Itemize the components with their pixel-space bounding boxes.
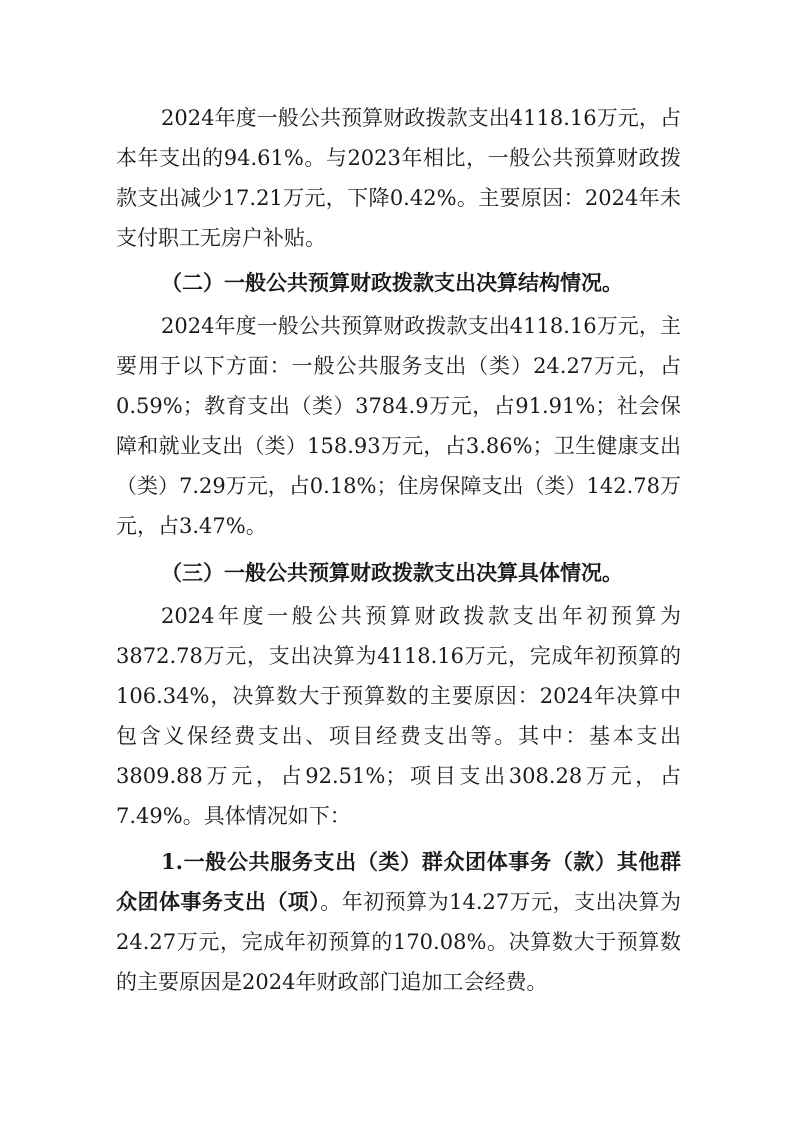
paragraph-expenditure-summary: 2024年度一般公共预算财政拨款支出4118.16万元，占本年支出的94.61%。与2023年相比，一般公共预算财政拨款支出减少17.21万元，下降0.42%。主要原因：2024年未支付职工无房户补贴。 bbox=[116, 106, 681, 250]
section-heading-details: （三）一般公共预算财政拨款支出决算具体情况。 bbox=[161, 560, 623, 585]
section-heading-structure: （二）一般公共预算财政拨款支出决算结构情况。 bbox=[161, 270, 623, 295]
item-body: 。年初预算为14.27万元，支出决算为24.27万元，完成年初预算的170.08%。决算数大于预算数的主要原因是2024年财政部门追加工会经费。 bbox=[116, 890, 682, 994]
paragraph-expenditure-details: 2024年度一般公共预算财政拨款支出年初预算为3872.78万元，支出决算为4118.16万元，完成年初预算的106.34%，决算数大于预算数的主要原因：2024年决算中包含义保经费支出、项目经费支出等。其中：基本支出3809.88万元，占92.51%；项目支出308.28万元，占7.49%。具体情况如下： bbox=[116, 604, 681, 828]
paragraph-general-public-services bbox=[116, 842, 681, 1002]
paragraph-expenditure-structure: 2024年度一般公共预算财政拨款支出4118.16万元，主要用于以下方面：一般公共服务支出（类）24.27万元，占0.59%；教育支出（类）3784.9万元，占91.91%；社会保障和就业支出（类）158.93万元，占3.86%；卫生健康支出（类）7.29万元，占0.18%；住房保障支出（类）142.78万元，占3.47%。 bbox=[116, 314, 681, 538]
item-title: 1.一般公共服务支出（类）群众团体事务（款）其他群众团体事务支出（项） bbox=[116, 849, 681, 914]
